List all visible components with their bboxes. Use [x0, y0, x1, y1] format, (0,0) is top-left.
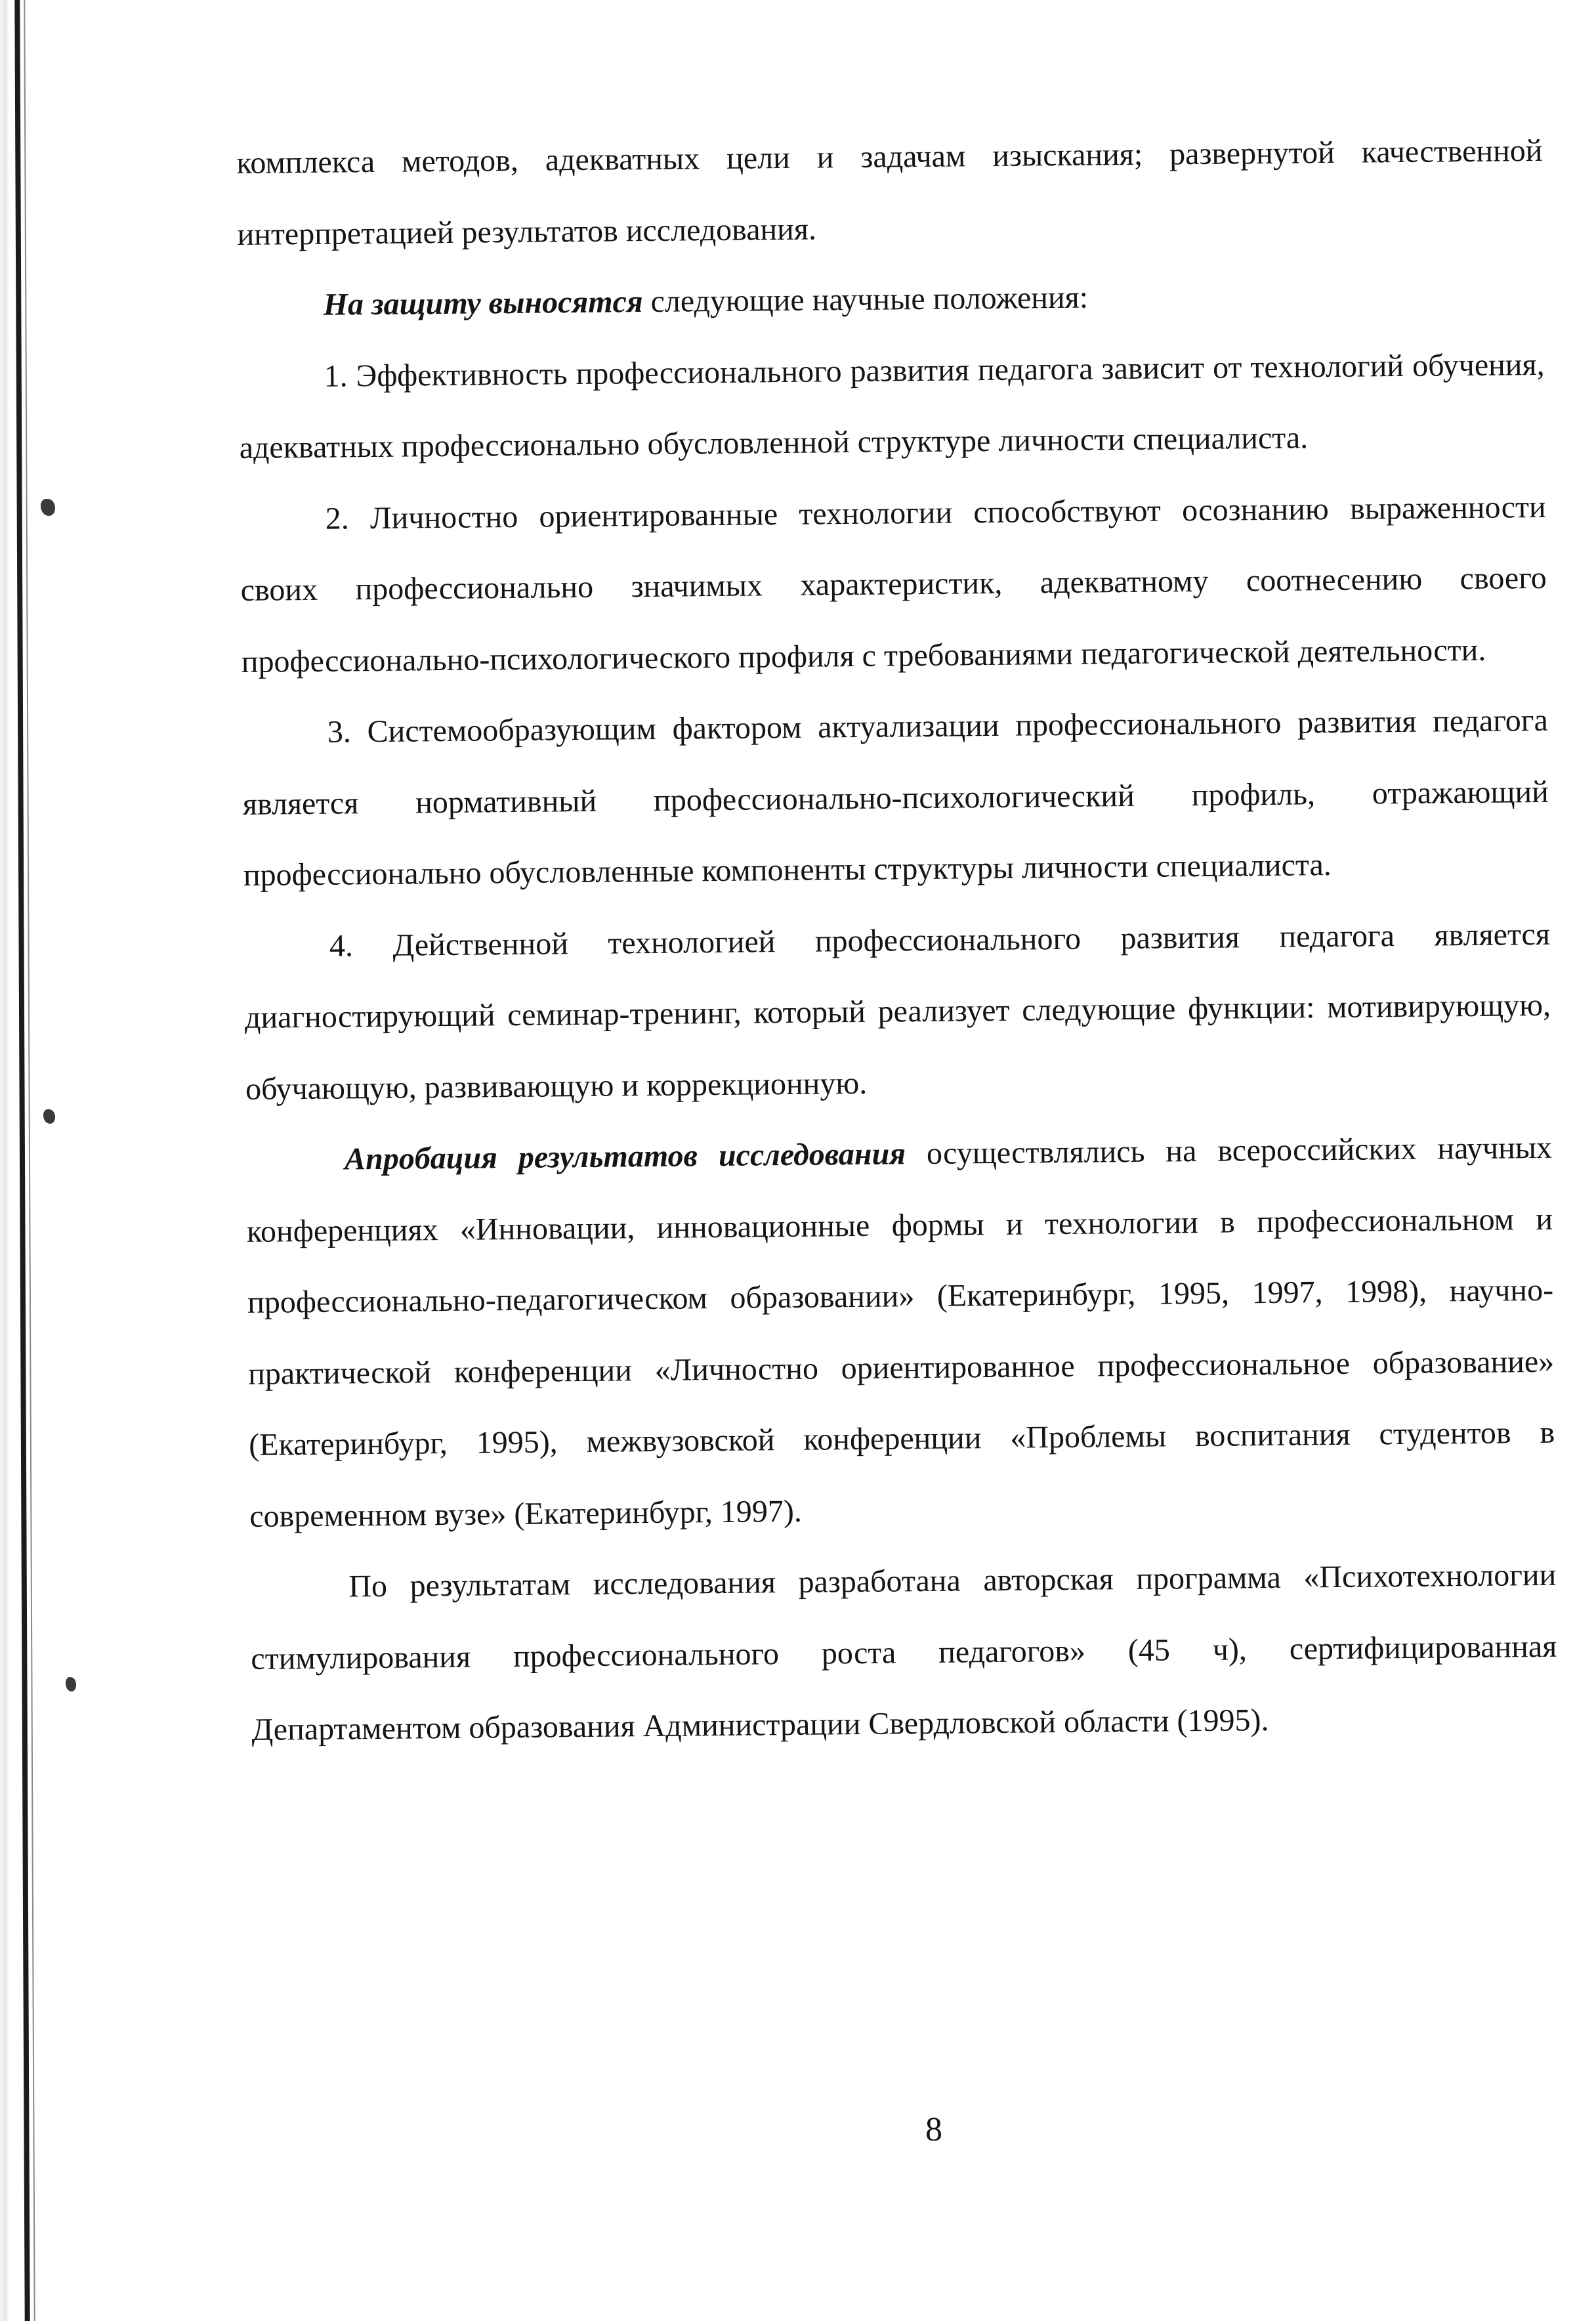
page-number: 8: [925, 2110, 943, 2149]
defense-rest: следующие научные положения:: [642, 280, 1089, 320]
document-page: [236, 116, 1558, 1766]
scan-mark: [43, 1109, 55, 1124]
list-item-2: 2. Личностно ориентированные технологии способствуют осознанию выраженности своих профессионально значимых характеристик, адекватному соотнесению своего профессионально-психологического профиля с требованиями педагогической деятельности.: [240, 489, 1547, 679]
defense-lead: На защиту выносятся: [323, 284, 643, 322]
approbation-rest: осуществлялись на всероссийских научных конференциях «Инновации, инновационные формы и технологии в профессиональном и профессионально-педагогическом образовании» (Екатеринбург, 1995, 1997, 1998), научно-практической конференции «Личностно ориентированное профессиональное образование» (Екатеринбург, 1995), межвузовской конференции «Проблемы воспитания студентов в современном вузе» (Екатеринбург, 1997).: [246, 1130, 1555, 1534]
list-item-3: 3. Системообразующим фактором актуализации профессионального развития педагога является нормативный профессионально-психологический профиль, отражающий профессионально обусловленные компоненты структуры личности специалиста.: [242, 702, 1549, 893]
paragraph-methods: комплекса методов, адекватных цели и задачам изыскания; развернутой качественной интерпретацией результатов исследования.: [236, 133, 1543, 252]
paragraph-program: По результатам исследования разработана авторская программа «Психотехнологии стимулирования профессионального роста педагогов» (45 ч), сертифицированная Департаментом образования Администрации Свердловской области (1995).: [251, 1557, 1557, 1747]
paragraph-defense-intro: [238, 258, 1544, 342]
list-item-4: 4. Действенной технологией профессионального развития педагога является диагностирующий семинар-тренинг, который реализует следующие функции: мотивирующую, обучающую, развивающую и коррекционную.: [244, 916, 1551, 1107]
scan-edge: [0, 0, 9, 2321]
scan-mark: [66, 1677, 76, 1692]
approbation-lead: Апробация результатов исследования: [344, 1136, 906, 1177]
paragraph-approbation: [246, 1113, 1556, 1552]
list-item-1: 1. Эффективность профессионального развития педагога зависит от технологий обучения, адекватных профессионально обусловленной структуре личности специалиста.: [239, 347, 1545, 465]
scan-mark: [41, 499, 55, 516]
binding-line: [14, 0, 30, 2321]
